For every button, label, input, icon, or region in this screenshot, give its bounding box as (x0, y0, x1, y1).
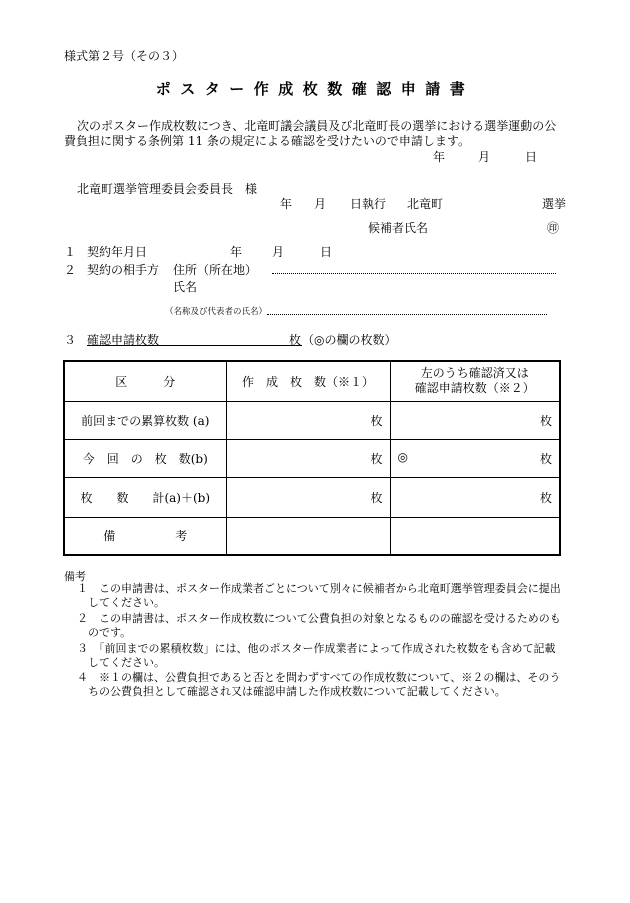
confirmed-cell-previous[interactable]: 枚 (390, 401, 560, 439)
page-title: ポスター作成枚数確認申請書 (155, 80, 475, 98)
header-category: 区 分 (64, 361, 226, 401)
remarks-cell-created[interactable] (226, 517, 390, 555)
count-table (63, 360, 561, 556)
table-row (64, 517, 560, 555)
note-text: この申請書は、ポスター作成枚数について公費負担の対象となるものの確認を受けるためのも (99, 612, 561, 625)
confirmed-cell-current[interactable] (390, 439, 560, 477)
seal-mark: ㊞ (547, 221, 560, 235)
address-line[interactable] (272, 273, 556, 274)
contract-party-label: 契約の相手方 (87, 263, 160, 277)
intro-line-2: 費負担に関する条例第 11 条の規定による確認を受けたいので申請します。 (64, 134, 470, 148)
note-text-cont: のです。 (88, 625, 132, 639)
name-line[interactable] (267, 314, 547, 315)
note-number: ２ (77, 612, 88, 625)
row-label-remarks: 備 考 (64, 517, 226, 555)
table-row (64, 401, 560, 439)
note-text: ※１の欄は、公費負担であると否とを問わずすべての作成枚数について、※２の欄は、そのう (99, 671, 561, 684)
name-note: （名称及び代表者の氏名） (165, 307, 268, 317)
addressee: 北竜町選挙管理委員会委員長 様 (77, 182, 258, 196)
confirmed-cell-total[interactable]: 枚 (390, 477, 560, 517)
address-label: 住所（所在地） (173, 263, 258, 277)
item1-number: １ (64, 245, 77, 259)
election-month-label: 月 (314, 197, 327, 211)
confirmed-unit-current: 枚 (539, 451, 552, 466)
election-year-label: 年 (280, 197, 293, 211)
header-confirmed-count (390, 361, 560, 401)
row-label-current: 今 回 の 枚 数(b) (64, 439, 226, 477)
date-month-label: 月 (478, 150, 491, 164)
remarks-cell-confirmed[interactable] (390, 517, 560, 555)
requested-count-label: 確認申請枚数 (87, 333, 160, 347)
table-row (64, 439, 560, 477)
row-label-total: 枚 数 計(a)＋(b) (64, 477, 226, 517)
note-text: 「前回までの累積枚数」には、他のポスター作成業者によって作成された枚数をも含めて記載 (99, 642, 556, 655)
note-item (77, 671, 560, 698)
name-label: 氏名 (173, 280, 198, 294)
note-text-cont: してください。 (88, 655, 165, 669)
contract-day-label: 日 (320, 245, 333, 259)
notes-heading: 備考 (64, 570, 86, 583)
created-cell-current[interactable]: 枚 (226, 439, 390, 477)
note-text-cont: してください。 (88, 595, 165, 609)
double-circle-mark: ◎ (397, 449, 408, 464)
note-number: １ (77, 582, 88, 595)
contract-date-label: 契約年月日 (87, 245, 148, 259)
form-number: 様式第２号（その３） (64, 49, 185, 63)
requested-count-note: （◎の欄の枚数） (302, 333, 397, 347)
requested-count-line[interactable] (87, 345, 302, 346)
election-town-label: 北竜町 (407, 197, 444, 211)
contract-month-label: 月 (272, 245, 285, 259)
note-text: この申請書は、ポスター作成業者ごとについて別々に候補者から北竜町選挙管理委員会に提出 (99, 582, 561, 595)
date-day-label: 日 (525, 150, 538, 164)
table-header-row (64, 361, 560, 401)
election-type-label: 選挙 (542, 197, 567, 211)
note-item (77, 642, 556, 669)
header-created-count: 作 成 枚 数（※１） (226, 361, 390, 401)
intro-line-1: 次のポスター作成枚数につき、北竜町議会議員及び北竜町長の選挙における選挙運動の公 (77, 119, 557, 133)
note-item (77, 582, 561, 609)
item2-number: ２ (64, 263, 77, 277)
contract-year-label: 年 (230, 245, 243, 259)
note-text-cont: ちの公費負担として確認され又は確認申請した作成枚数について記載してください。 (88, 684, 506, 698)
created-cell-previous[interactable]: 枚 (226, 401, 390, 439)
candidate-name-label: 候補者氏名 (368, 221, 429, 235)
item3-number: ３ (64, 333, 77, 347)
row-label-previous: 前回までの累算枚数 (a) (64, 401, 226, 439)
date-year-label: 年 (433, 150, 446, 164)
note-number: ３ (77, 642, 88, 655)
table-row (64, 477, 560, 517)
note-item (77, 612, 561, 639)
election-day-held-label: 日執行 (350, 197, 387, 211)
header-confirmed-line-1: 左のうち確認済又は (420, 366, 529, 381)
created-cell-total[interactable]: 枚 (226, 477, 390, 517)
note-number: ４ (77, 671, 88, 684)
header-confirmed-line-2: 確認申請枚数（※２） (414, 381, 535, 396)
requested-count-unit: 枚 (289, 333, 302, 347)
